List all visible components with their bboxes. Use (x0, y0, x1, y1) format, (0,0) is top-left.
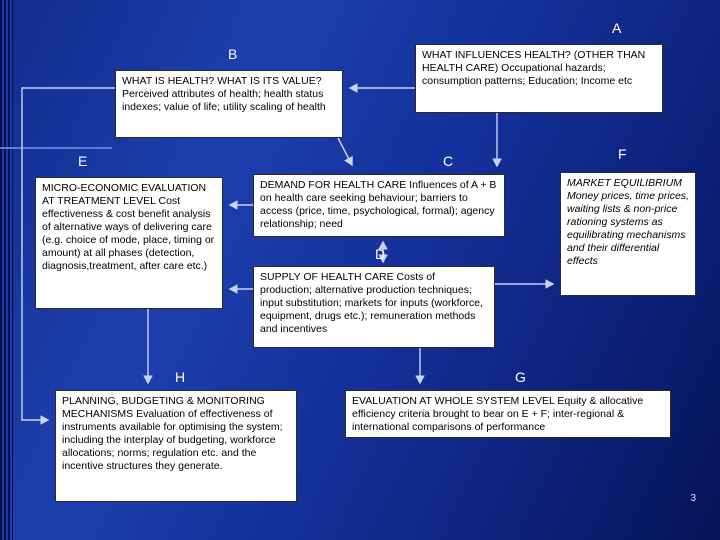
node-box-a-what-influences-health: WHAT INFLUENCES HEALTH? (OTHER THAN HEALTH CARE) Occupational hazards; consumption patterns; Education; Income etc (415, 44, 663, 113)
page-number: 3 (690, 493, 696, 504)
node-box-c-demand-for-health-care: DEMAND FOR HEALTH CARE Influences of A + B on health care seeking behaviour; barriers to access (price, time, psychological, formal); agency relationship; need (253, 174, 505, 237)
node-label-c: C (443, 153, 454, 169)
node-box-e-micro-economic-evaluation: MICRO-ECONOMIC EVALUATION AT TREATMENT LEVEL Cost effectiveness & cost benefit analysis of alternative ways of delivering care (e.g. choice of mode, place, timing or amount) at all phases (detection, diagnosis,treatment, after care etc.) (35, 177, 223, 309)
node-box-g-evaluation-whole-system: EVALUATION AT WHOLE SYSTEM LEVEL Equity & allocative efficiency criteria brought to bear on E + F; inter-regional & international comparisons of performance (345, 390, 671, 438)
node-label-f: F (618, 146, 628, 162)
node-label-g: G (515, 369, 527, 385)
node-box-d-supply-of-health-care: SUPPLY OF HEALTH CARE Costs of production; alternative production techniques; input substitution; markets for inputs (workforce, equipment, drugs etc.); remuneration methods and incentives (253, 266, 495, 348)
node-label-h: H (175, 369, 186, 385)
node-box-b-what-is-health: WHAT IS HEALTH? WHAT IS ITS VALUE? Perceived attributes of health; health status indexes; value of life; utility scaling of health (115, 70, 343, 138)
node-label-d: D (375, 246, 386, 262)
node-box-f-market-equilibrium: MARKET EQUILIBRIUM Money prices, time prices, waiting lists & non-price rationing systems as equilibrating mechanisms and their differential effects (560, 172, 696, 296)
arrow-b-to-c (338, 138, 352, 165)
node-label-e: E (78, 153, 88, 169)
node-label-a: A (612, 20, 622, 36)
node-box-h-planning-budgeting-monitoring: PLANNING, BUDGETING & MONITORING MECHANISMS Evaluation of effectiveness of instruments available for optimising the system; including the interplay of budgeting, workforce allocations; norms; regulation etc. and the incentive structures they generate. (55, 390, 297, 502)
node-label-b: B (228, 46, 238, 62)
